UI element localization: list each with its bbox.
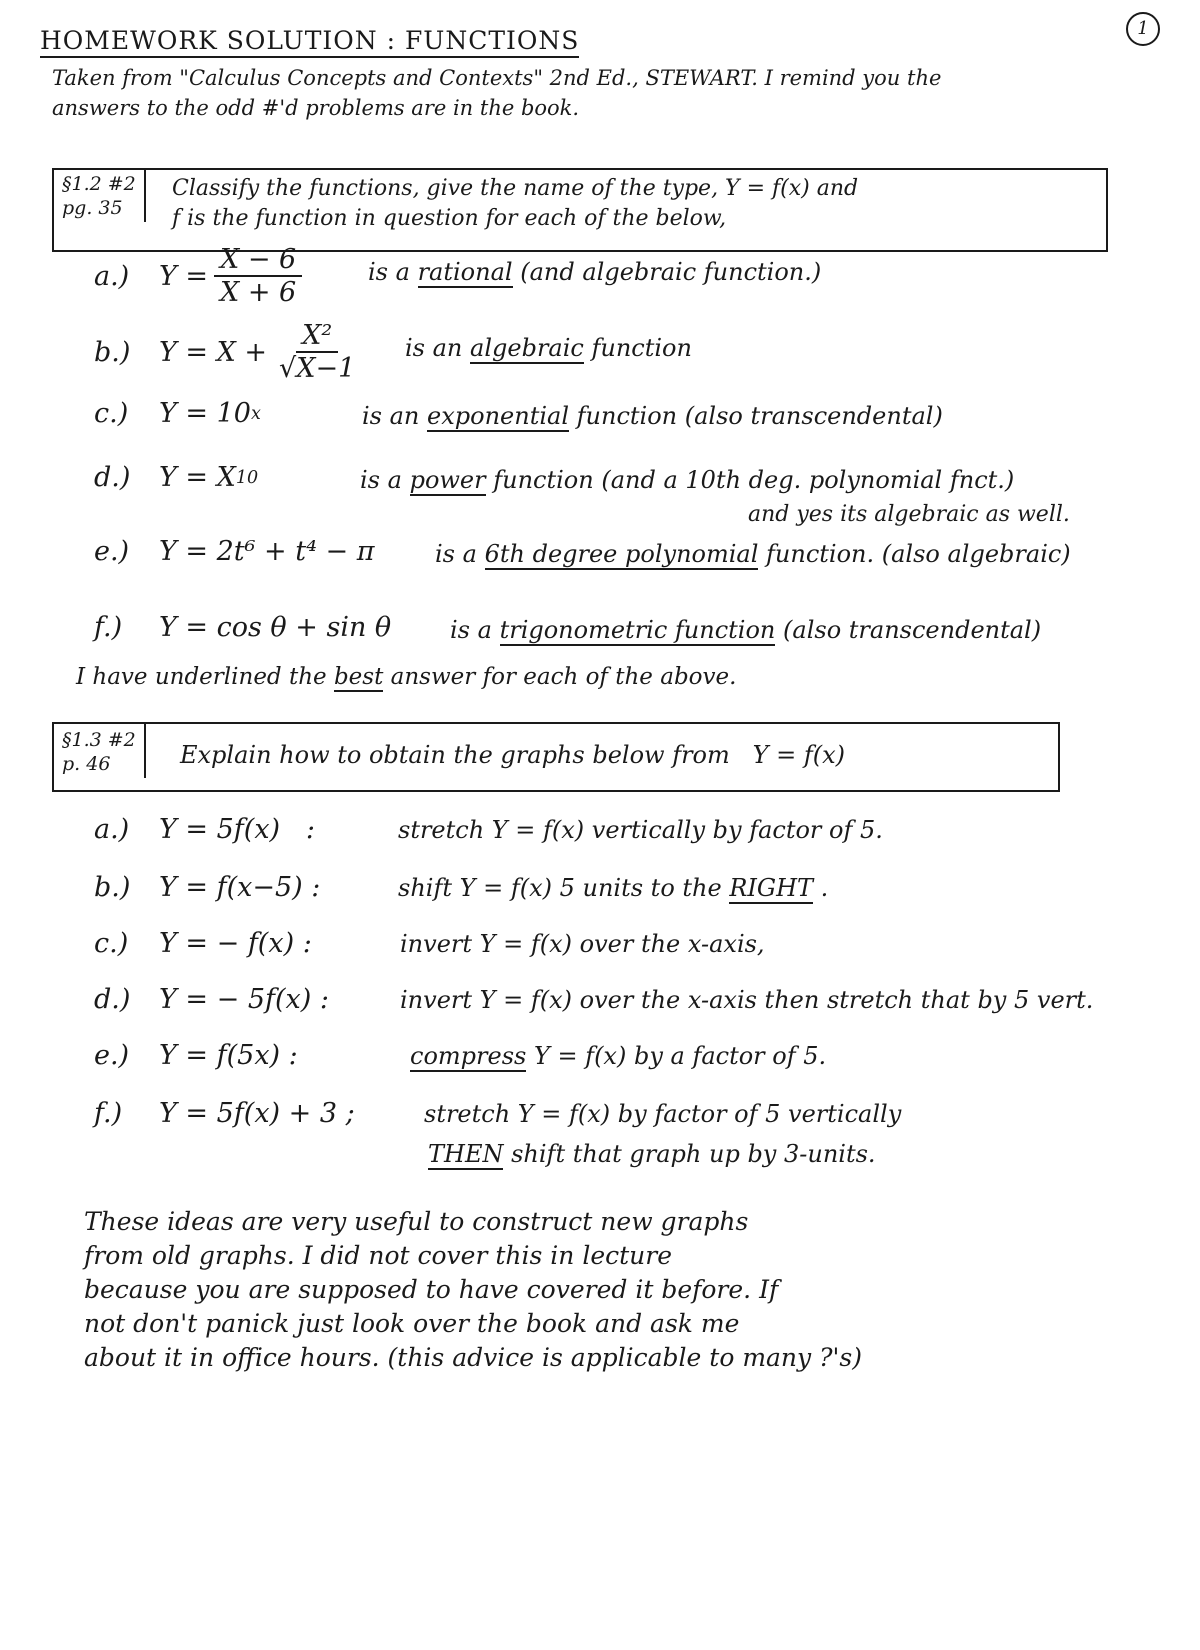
s12-answer-best: algebraic <box>470 334 584 362</box>
s12-answer-pre: is a <box>360 466 402 494</box>
s13-item-answer <box>424 1100 901 1128</box>
section-1-2-prompt-line1: Classify the functions, give the name of the type, Y = f(x) and <box>172 176 859 201</box>
s13-item-label: c.) <box>94 928 129 959</box>
s13-answer-post: . <box>820 874 829 902</box>
section-1-2-header-box <box>52 168 1108 252</box>
intro-line-1: Taken from "Calculus Concepts and Contexts" 2nd Ed., STEWART. I remind you the <box>52 66 942 90</box>
s13-item <box>94 928 312 959</box>
s13-item-label: e.) <box>94 1040 130 1071</box>
s13-answer-underlined: RIGHT <box>729 874 814 902</box>
s13-item-equation: Y = − f(x) : <box>159 928 312 959</box>
s12-answer-post: function (also transcendental) <box>576 402 943 430</box>
s12-answer-best: rational <box>417 258 513 286</box>
section-1-3-header-box <box>52 722 1060 792</box>
s12-item-fraction <box>273 320 361 384</box>
s12-item-exponent: x <box>250 403 261 424</box>
s12-item-label: f.) <box>94 612 123 643</box>
s12-item-lhs: Y = X + <box>159 336 268 368</box>
section-1-3-prompt: Explain how to obtain the graphs below from Y = f(x) <box>180 741 846 769</box>
s13-answer2-underlined: THEN <box>428 1140 504 1168</box>
s12-item <box>94 320 367 384</box>
closing-line-3: because you are supposed to have covered it before. If <box>84 1275 779 1304</box>
section-1-2-ref-line2: pg. 35 <box>62 197 123 219</box>
s12-answer-post: (also transcendental) <box>783 616 1042 644</box>
s12-note-post: answer for each of the above. <box>390 664 737 690</box>
s12-item-answer <box>405 334 692 362</box>
page-title: HOMEWORK SOLUTION : FUNCTIONS <box>40 26 579 58</box>
s12-item-numerator: X − 6 <box>214 244 302 277</box>
s13-item-equation: Y = 5f(x) : <box>159 814 315 845</box>
s13-item-answer <box>398 816 883 844</box>
s13-item <box>94 984 329 1015</box>
s12-item-denominator: √X−1 <box>279 353 356 384</box>
s13-answer-text: invert Y = f(x) over the x-axis then stretch that by 5 vert. <box>400 986 1094 1014</box>
s12-answer-post: function (and a 10th deg. polynomial fnct.) <box>493 466 1015 494</box>
closing-line-4: not don't panick just look over the book and ask me <box>84 1309 740 1338</box>
s12-answer-pre: is a <box>450 616 492 644</box>
s13-item <box>94 872 320 903</box>
s12-item <box>94 536 374 567</box>
section-1-3-ref-line2: p. 46 <box>62 753 111 775</box>
s12-note <box>76 664 736 690</box>
section-1-3-ref-line1: §1.3 #2 <box>62 729 136 751</box>
s13-item-answer <box>400 930 765 958</box>
s12-answer-post: function. (also algebraic) <box>766 540 1071 568</box>
s12-note-best: best <box>333 664 384 690</box>
s12-note-pre: I have underlined the <box>76 664 327 690</box>
s13-answer2-post: shift that graph up by 3-units. <box>511 1140 876 1168</box>
s13-answer-pre: shift Y = f(x) 5 units to the <box>398 874 722 902</box>
s12-item-label: e.) <box>94 536 130 567</box>
s13-item-label: b.) <box>94 872 131 903</box>
s12-answer-pre: is a <box>368 258 410 286</box>
s12-answer-best: 6th degree polynomial <box>484 540 759 568</box>
closing-line-2: from old graphs. I did not cover this in lecture <box>84 1241 673 1270</box>
s12-answer-pre: is an <box>362 402 420 430</box>
s12-item <box>94 612 391 643</box>
s13-answer-text: stretch Y = f(x) by factor of 5 vertically <box>424 1100 902 1128</box>
s12-item-denominator: X + 6 <box>220 277 297 308</box>
s13-item <box>94 1040 298 1071</box>
s13-answer-text: stretch Y = f(x) vertically by factor of 5. <box>398 816 883 844</box>
s13-answer-continuation <box>428 1140 876 1168</box>
s12-item-lhs: Y = 2t⁶ + t⁴ − π <box>159 536 375 567</box>
s13-answer-post: Y = f(x) by a factor of 5. <box>533 1042 827 1070</box>
s12-item <box>94 398 261 429</box>
s12-item-answer <box>435 540 1071 568</box>
s12-item-label: d.) <box>94 462 131 493</box>
s13-item-label: d.) <box>94 984 131 1015</box>
closing-line-5: about it in office hours. (this advice is applicable to many ?'s) <box>84 1343 862 1372</box>
s12-item-label: b.) <box>94 336 131 368</box>
s12-item-lhs: Y = cos θ + sin θ <box>159 612 392 643</box>
s12-answer-post: function <box>591 334 692 362</box>
s12-item-exponent: 10 <box>235 467 259 488</box>
s13-item-equation: Y = f(5x) : <box>159 1040 298 1071</box>
section-1-2-prompt-line2: f is the function in question for each of the below, <box>172 206 727 231</box>
s12-item-lhs: Y = <box>159 260 209 292</box>
s12-item-answer <box>368 258 821 286</box>
s13-item-label: a.) <box>94 814 130 845</box>
s12-answer-best: exponential <box>427 402 570 430</box>
s12-answer-best: power <box>409 466 486 494</box>
s13-item-answer <box>398 874 828 902</box>
s12-answer-post: (and algebraic function.) <box>520 258 822 286</box>
s13-answer-text: invert Y = f(x) over the x-axis, <box>400 930 765 958</box>
s13-item-label: f.) <box>94 1098 123 1129</box>
s13-answer-underlined: compress <box>410 1042 527 1070</box>
s12-item-answer <box>362 402 943 430</box>
intro-line-2: answers to the odd #'d problems are in the book. <box>52 96 580 120</box>
s12-item <box>94 462 258 493</box>
s13-item-equation: Y = 5f(x) + 3 ; <box>159 1098 355 1129</box>
s12-item-numerator: X² <box>296 320 338 353</box>
s12-item-label: a.) <box>94 260 130 292</box>
section-1-2-ref-line1: §1.2 #2 <box>62 173 136 195</box>
s12-item-lhs: Y = 10 <box>159 398 251 429</box>
s12-answer-best: trigonometric function <box>499 616 776 644</box>
closing-line-1: These ideas are very useful to construct new graphs <box>84 1207 749 1236</box>
s12-item-lhs: Y = X <box>159 462 236 493</box>
s13-item <box>94 1098 355 1129</box>
s13-item-equation: Y = f(x−5) : <box>159 872 321 903</box>
s12-item <box>94 244 308 308</box>
s12-answer-pre: is an <box>405 334 463 362</box>
s12-answer-pre: is a <box>435 540 477 568</box>
s13-item <box>94 814 315 845</box>
s12-answer-continuation: and yes its algebraic as well. <box>748 502 1070 527</box>
s12-item-answer <box>450 616 1041 644</box>
section-1-2-ref <box>54 170 146 222</box>
s12-item-label: c.) <box>94 398 129 429</box>
s13-item-answer <box>410 1042 826 1070</box>
section-1-3-ref <box>54 724 146 778</box>
s13-item-equation: Y = − 5f(x) : <box>159 984 329 1015</box>
s12-item-answer <box>360 466 1014 494</box>
s13-item-answer <box>400 986 1093 1014</box>
page-number: 1 <box>1126 12 1160 46</box>
s12-item-fraction <box>214 244 302 308</box>
